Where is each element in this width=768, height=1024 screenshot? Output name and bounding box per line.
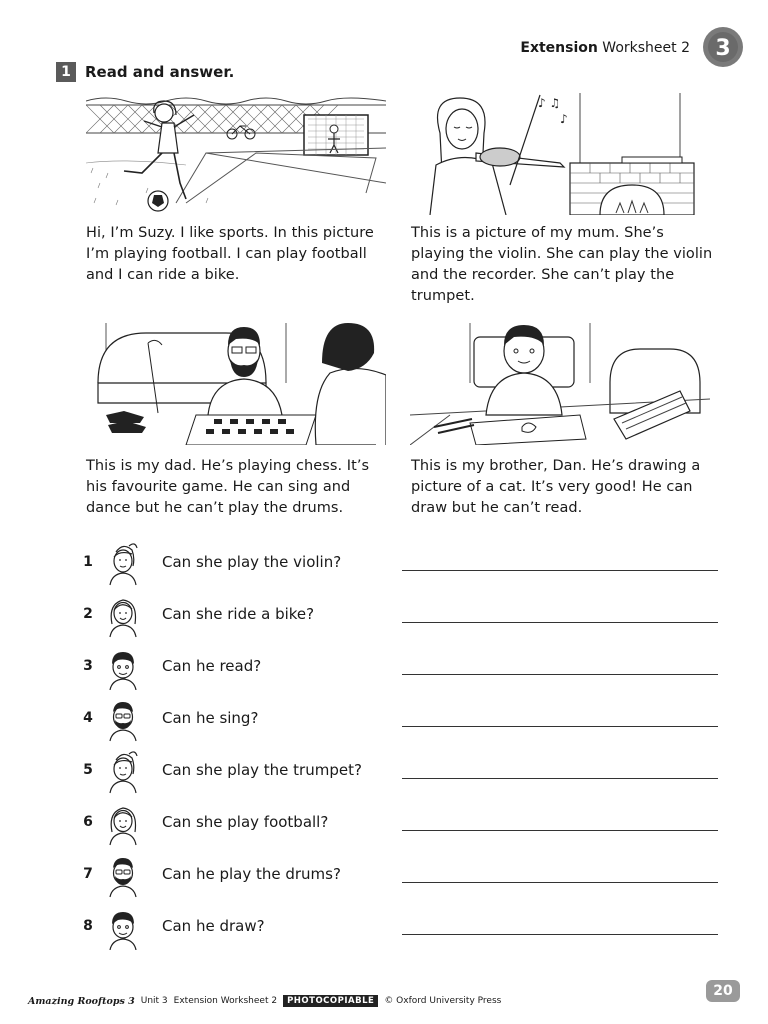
photocopiable-badge: PHOTOCOPIABLE: [283, 995, 378, 1007]
answer-field-7[interactable]: [402, 860, 718, 883]
suzy-face-icon: [102, 800, 144, 846]
question-text: Can he sing?: [162, 709, 259, 727]
question-text: Can he draw?: [162, 917, 265, 935]
dan-face-icon: [102, 644, 144, 690]
svg-text:♪: ♪: [560, 112, 568, 126]
footer: [28, 995, 501, 1007]
worksheet-title-bold: Extension: [520, 40, 598, 56]
mum-face-icon: [102, 748, 144, 794]
footer-unit: Unit 3: [140, 996, 168, 1006]
question-number: 7: [83, 866, 93, 882]
question-number: 4: [83, 710, 93, 726]
question-text: Can she play football?: [162, 813, 329, 831]
question-row: [0, 800, 768, 852]
question-number: 3: [83, 658, 93, 674]
unit-badge: [702, 26, 744, 68]
dan-drawing-picture: [410, 323, 710, 445]
footer-sheet: Extension Worksheet 2: [173, 996, 278, 1006]
dad-face-icon: [102, 696, 144, 742]
task-instruction: Read and answer.: [85, 63, 235, 81]
passage-dan: This is my brother, Dan. He’s drawing a picture of a cat. It’s very good! He can draw but he can’t read.: [411, 458, 701, 516]
suzy-face-icon: [102, 592, 144, 638]
answer-field-8[interactable]: [402, 912, 718, 935]
svg-text:♪ ♫: ♪ ♫: [538, 96, 561, 110]
answer-field-4[interactable]: [402, 704, 718, 727]
worksheet-title: [520, 40, 690, 56]
dad-face-icon: [102, 852, 144, 898]
passage-mum: This is a picture of my mum. She’s playing the violin. She can play the violin and the recorder. She can’t play the trumpet.: [411, 225, 713, 304]
passage-dad: This is my dad. He’s playing chess. It’s his favourite game. He can sing and dance but he can’t play the drums.: [86, 458, 370, 516]
answer-field-6[interactable]: [402, 808, 718, 831]
worksheet-title-rest: Worksheet 2: [597, 40, 690, 56]
answer-field-5[interactable]: [402, 756, 718, 779]
question-number: 2: [83, 606, 93, 622]
question-row: [0, 904, 768, 956]
dad-chess-picture: [86, 323, 386, 445]
question-row: [0, 592, 768, 644]
question-row: [0, 852, 768, 904]
passage-suzy: Hi, I’m Suzy. I like sports. In this picture I’m playing football. I can play football and I can ride a bike.: [86, 225, 374, 283]
answer-field-3[interactable]: [402, 652, 718, 675]
footer-series: Amazing Rooftops 3: [28, 995, 135, 1007]
page-number: 20: [706, 980, 740, 1002]
question-row: [0, 540, 768, 592]
mum-face-icon: [102, 540, 144, 586]
question-row: [0, 696, 768, 748]
dan-face-icon: [102, 904, 144, 950]
question-text: Can she play the violin?: [162, 553, 342, 571]
question-number: 1: [83, 554, 93, 570]
footer-copyright: © Oxford University Press: [384, 996, 502, 1006]
question-number: 8: [83, 918, 93, 934]
answer-field-2[interactable]: [402, 600, 718, 623]
question-number: 6: [83, 814, 93, 830]
suzy-football-picture: [86, 93, 386, 215]
question-row: [0, 748, 768, 800]
unit-number: 3: [715, 36, 731, 61]
mum-violin-picture: [410, 93, 710, 215]
question-text: Can she ride a bike?: [162, 605, 315, 623]
question-text: Can he play the drums?: [162, 865, 341, 883]
question-text: Can she play the trumpet?: [162, 761, 362, 779]
question-text: Can he read?: [162, 657, 262, 675]
question-number: 5: [83, 762, 93, 778]
answer-field-1[interactable]: [402, 548, 718, 571]
question-row: [0, 644, 768, 696]
task-number: 1: [56, 62, 76, 82]
